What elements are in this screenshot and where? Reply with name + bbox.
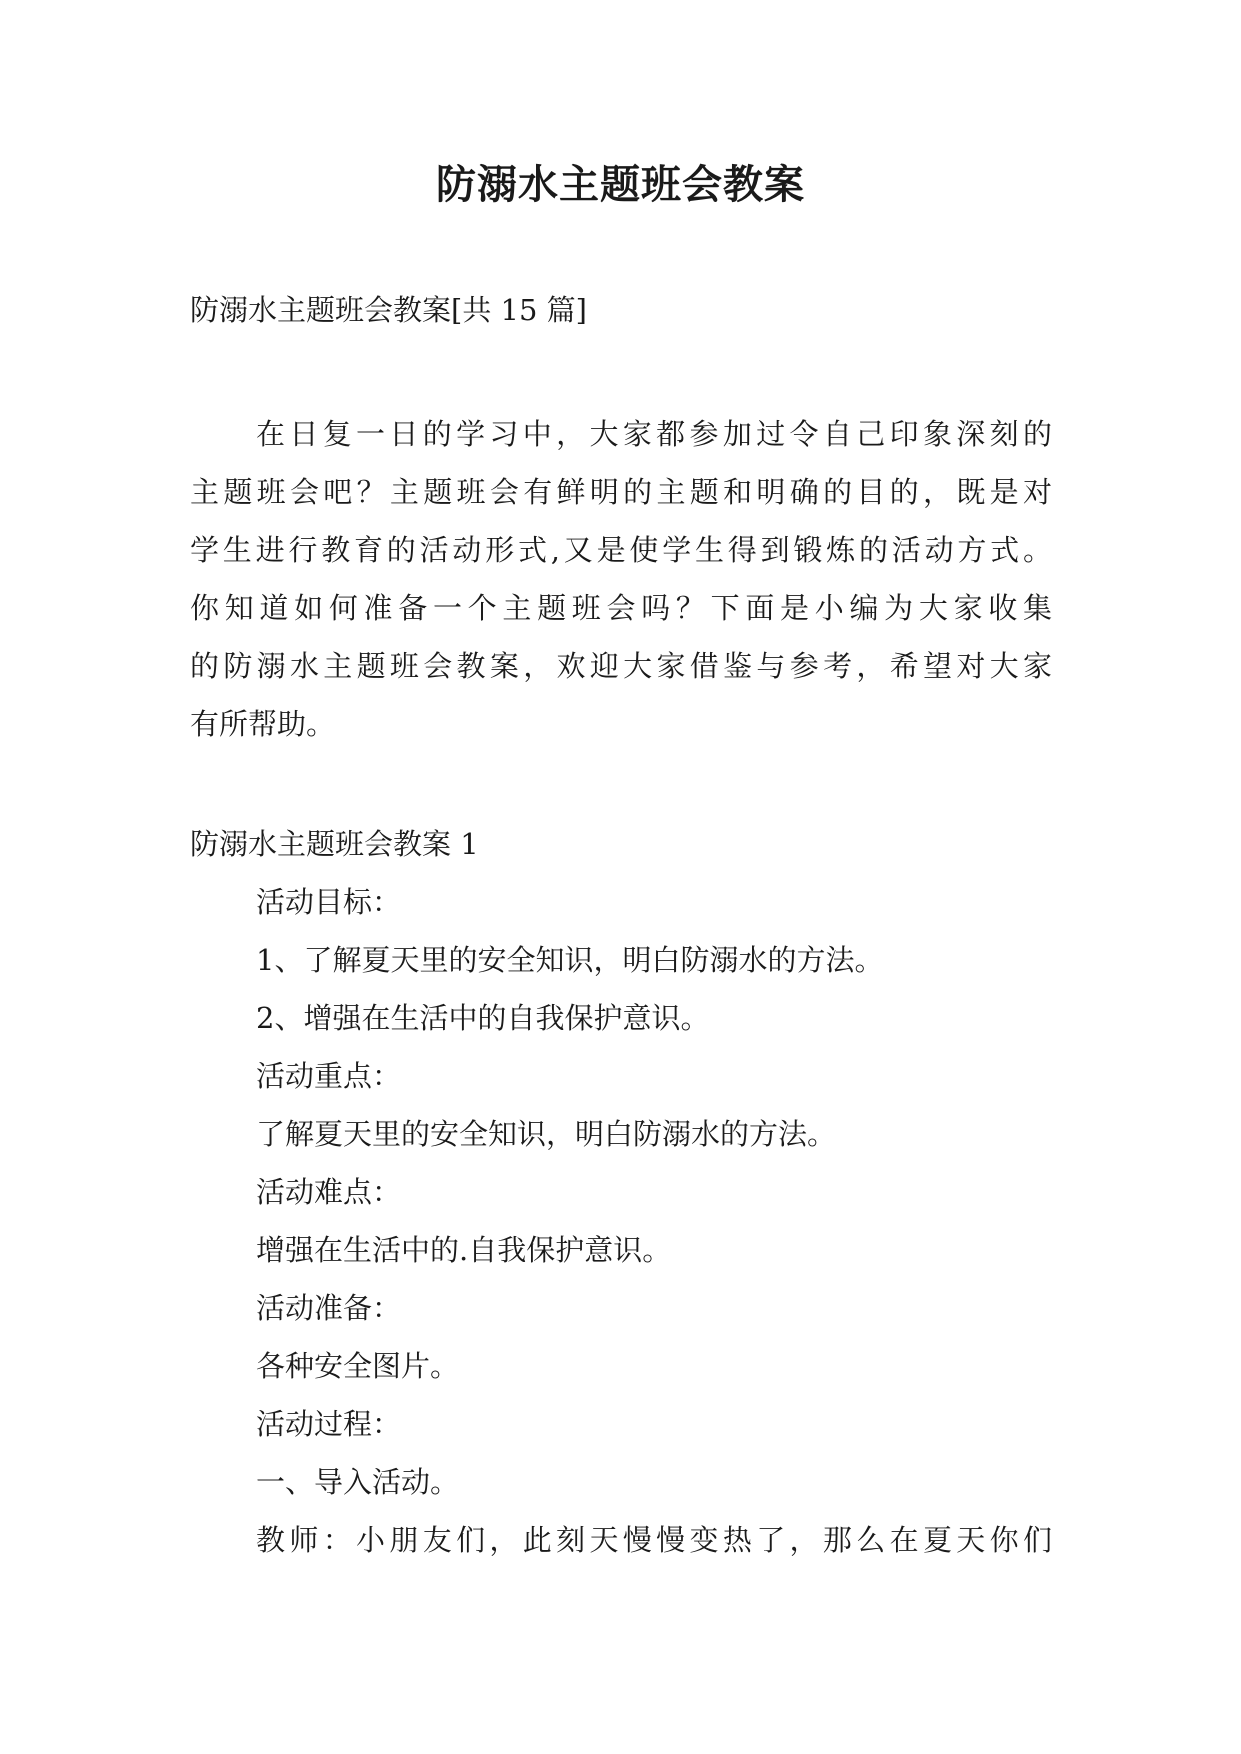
section-line: 活动重点： bbox=[256, 1059, 402, 1093]
section-line: 增强在生活中的.自我保护意识。 bbox=[256, 1233, 672, 1267]
section-line: 各种安全图片。 bbox=[256, 1349, 460, 1383]
intro-line: 在日复一日的学习中，大家都参加过令自己印象深刻的 bbox=[256, 417, 1052, 451]
section-line: 活动准备： bbox=[256, 1291, 402, 1325]
section-heading: 防溺水主题班会教案 1 bbox=[190, 827, 479, 861]
section-line: 活动难点： bbox=[256, 1175, 402, 1209]
section-line: 1、了解夏天里的安全知识，明白防溺水的方法。 bbox=[256, 943, 884, 977]
section-line: 教师：小朋友们，此刻天慢慢变热了，那么在夏天你们 bbox=[256, 1523, 1052, 1557]
section-line: 2、增强在生活中的自我保护意识。 bbox=[256, 1001, 710, 1035]
document-title: 防溺水主题班会教案 bbox=[436, 161, 805, 208]
intro-line: 学生进行教育的活动形式,又是使学生得到锻炼的活动方式。 bbox=[190, 533, 1052, 567]
section-line: 一、导入活动。 bbox=[256, 1465, 460, 1499]
intro-line: 有所帮助。 bbox=[190, 707, 336, 741]
intro-line: 主题班会吧？主题班会有鲜明的主题和明确的目的，既是对 bbox=[190, 475, 1052, 509]
document-subtitle: 防溺水主题班会教案[共 15 篇] bbox=[190, 293, 587, 327]
section-line: 了解夏天里的安全知识，明白防溺水的方法。 bbox=[256, 1117, 837, 1151]
lesson-section bbox=[190, 815, 1052, 1569]
section-line: 活动目标： bbox=[256, 885, 402, 919]
intro-line: 你知道如何准备一个主题班会吗？下面是小编为大家收集 bbox=[190, 591, 1052, 625]
section-line: 活动过程： bbox=[256, 1407, 402, 1441]
intro-line: 的防溺水主题班会教案，欢迎大家借鉴与参考，希望对大家 bbox=[190, 649, 1052, 683]
intro-paragraph bbox=[190, 405, 1052, 753]
